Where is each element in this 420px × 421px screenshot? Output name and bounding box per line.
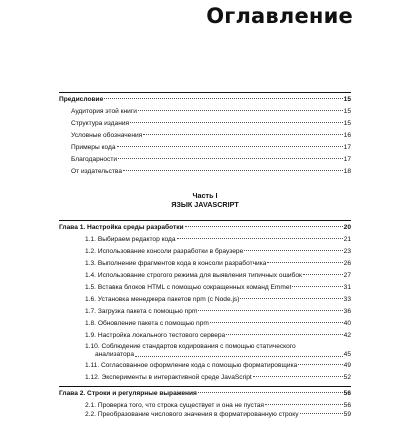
toc-page: Оглавление Предисловие 15 Аудитория этой книги 15 Структура издания 15 Условные обозначения 16 Примеры кода 17 Благодарности 17 От издательства 18 Часть I ЯЗЫК JAVASCRIPT Глава 1. Настройка среды разработки 20 1.1. Выбираем редактор кода 21 1.2. Использование консоли разработки в браузере 23 1.3. Выполнение фрагментов кода в консоли разработчика 26 1.4. Использование строгого режима для выявления типичных ошибок 27 1.5. Вставка блоков HTML с помощью сокращенных команд Emmet 31 1.6. Установка менеджера пакетов npm (с Node.js) 33 1.7. Загрузка пакета с помощью npm 36 1.8. Обновление пакета с помощью npm 40 1.9. Настройка локального тестового сервера 42 1.10. Соблюдение стандартов кодирования с помощью статического анализатора 45 1.11. Согласованное оформление кода с помощью форматировщика 49 1.12. Эксперименты в интерактивной среде JavaScript 52 Глава 2. Строки и регулярные выражения 56 2.1. Проверка того, что строка существует и она не пустая 56 2.2. Преобразование числового значения в форматированную строку 59 — [0, 0, 420, 420]
toc-entry-preface[interactable]: Предисловие 15 — [59, 96, 351, 103]
toc-entry[interactable]: 1.9. Настройка локального тестового сервера 42 — [85, 332, 351, 339]
toc-entry[interactable]: 1.12. Эксперименты в интерактивной среде JavaScript 52 — [85, 374, 351, 381]
toc-entry[interactable]: 1.4. Использование строгого режима для выявления типичных ошибок 27 — [85, 272, 351, 279]
toc-entry[interactable]: 1.8. Обновление пакета с помощью npm 40 — [85, 320, 351, 327]
part-number: Часть I — [192, 191, 218, 200]
toc-entry[interactable]: 1.5. Вставка блоков HTML с помощью сокращенных команд Emmet 31 — [85, 284, 351, 291]
toc-entry[interactable]: 1.6. Установка менеджера пакетов npm (с Node.js) 33 — [85, 296, 351, 303]
toc-entry[interactable]: Благодарности 17 — [71, 156, 351, 163]
page-title: Оглавление — [206, 4, 353, 28]
toc-entry[interactable]: 1.7. Загрузка пакета с помощью npm 36 — [85, 308, 351, 315]
toc-entry-chapter-1[interactable]: Глава 1. Настройка среды разработки 20 — [59, 224, 351, 231]
toc-entry[interactable]: От издательства 18 — [71, 168, 351, 175]
part-name: ЯЗЫК JAVASCRIPT — [171, 200, 239, 209]
toc-entry[interactable]: 1.1. Выбираем редактор кода 21 — [85, 236, 351, 243]
toc-entry[interactable]: 2.2. Преобразование числового значения в форматированную строку 59 — [85, 411, 351, 418]
toc-entry[interactable]: Структура издания 15 — [71, 120, 351, 127]
toc-entry[interactable]: 1.11. Согласованное оформление кода с помощью форматировщика 49 — [85, 362, 351, 369]
toc-entry[interactable]: Аудитория этой книги 15 — [71, 108, 351, 115]
section-divider — [59, 386, 351, 387]
toc-entry[interactable]: 2.1. Проверка того, что строка существует и она не пустая 56 — [85, 402, 351, 409]
toc-entry[interactable]: Условные обозначения 16 — [71, 132, 351, 139]
section-divider — [59, 220, 351, 221]
toc-entry[interactable]: Примеры кода 17 — [71, 144, 351, 151]
section-divider — [59, 92, 351, 93]
toc-entry[interactable]: 1.3. Выполнение фрагментов кода в консоли разработчика 26 — [85, 260, 351, 267]
toc-entry[interactable]: 1.2. Использование консоли разработки в браузере 23 — [85, 248, 351, 255]
toc-entry-chapter-2[interactable]: Глава 2. Строки и регулярные выражения 56 — [59, 390, 351, 397]
